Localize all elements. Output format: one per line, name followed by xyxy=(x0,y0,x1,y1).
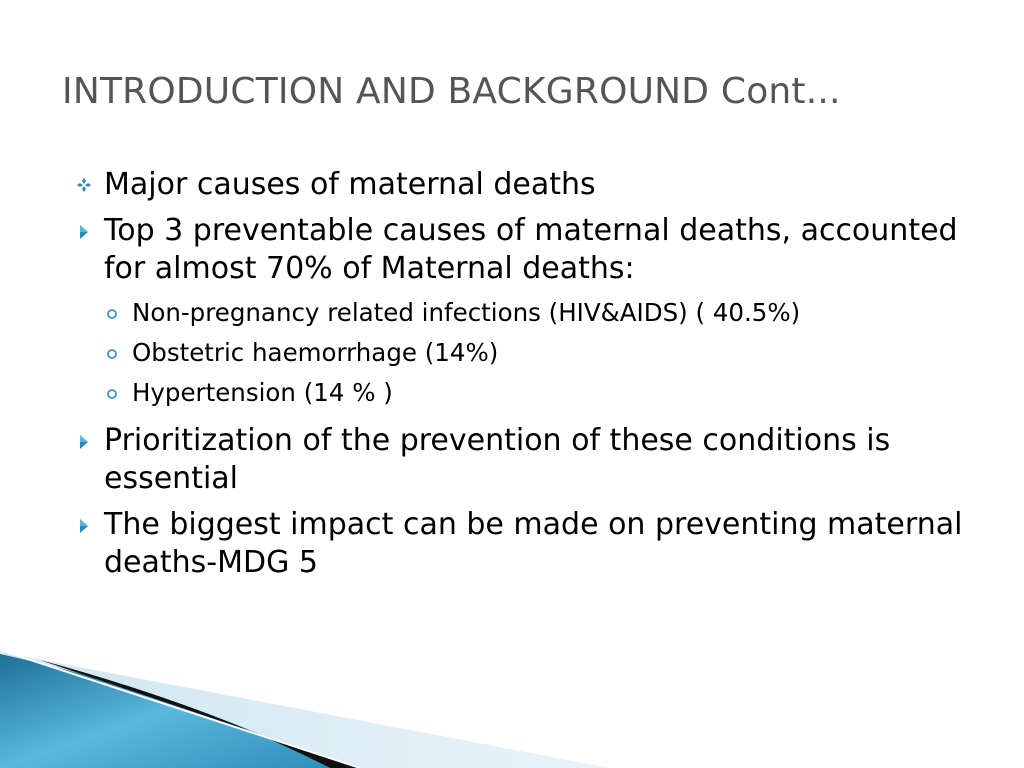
sub-bullet-text: Obstetric haemorrhage (14%) xyxy=(132,338,499,367)
bullet-text: The biggest impact can be made on preventing maternal deaths-MDG 5 xyxy=(104,507,963,580)
ring-bullet-icon xyxy=(106,376,126,410)
triangle-arrow-icon xyxy=(78,212,98,250)
ring-bullet-icon xyxy=(106,336,126,370)
bullet-item-biggest-impact xyxy=(78,506,988,582)
sub-bullet-item-hypertension xyxy=(78,376,988,410)
bullet-item-top-3-causes xyxy=(78,212,988,288)
sub-bullet-text: Hypertension (14 % ) xyxy=(132,378,393,407)
bullet-item-major-causes xyxy=(78,166,988,204)
bullet-text: Top 3 preventable causes of maternal deaths, accounted for almost 70% of Maternal deaths: xyxy=(104,213,958,286)
bullet-item-prioritization xyxy=(78,422,988,498)
sub-bullet-list xyxy=(78,296,988,410)
sub-bullet-item-haemorrhage xyxy=(78,336,988,370)
diamond-star-icon xyxy=(78,166,98,204)
bottom-swoosh-decoration xyxy=(0,638,1024,768)
triangle-arrow-icon xyxy=(78,506,98,544)
bullet-text: Major causes of maternal deaths xyxy=(104,167,596,202)
sub-bullet-text: Non-pregnancy related infections (HIV&AIDS) ( 40.5%) xyxy=(132,298,801,327)
triangle-arrow-icon xyxy=(78,422,98,460)
ring-bullet-icon xyxy=(106,296,126,330)
sub-bullet-item-infections xyxy=(78,296,988,330)
bullet-text: Prioritization of the prevention of these conditions is essential xyxy=(104,423,891,496)
slide-title: INTRODUCTION AND BACKGROUND Cont... xyxy=(62,71,841,112)
bullet-list xyxy=(78,166,988,590)
